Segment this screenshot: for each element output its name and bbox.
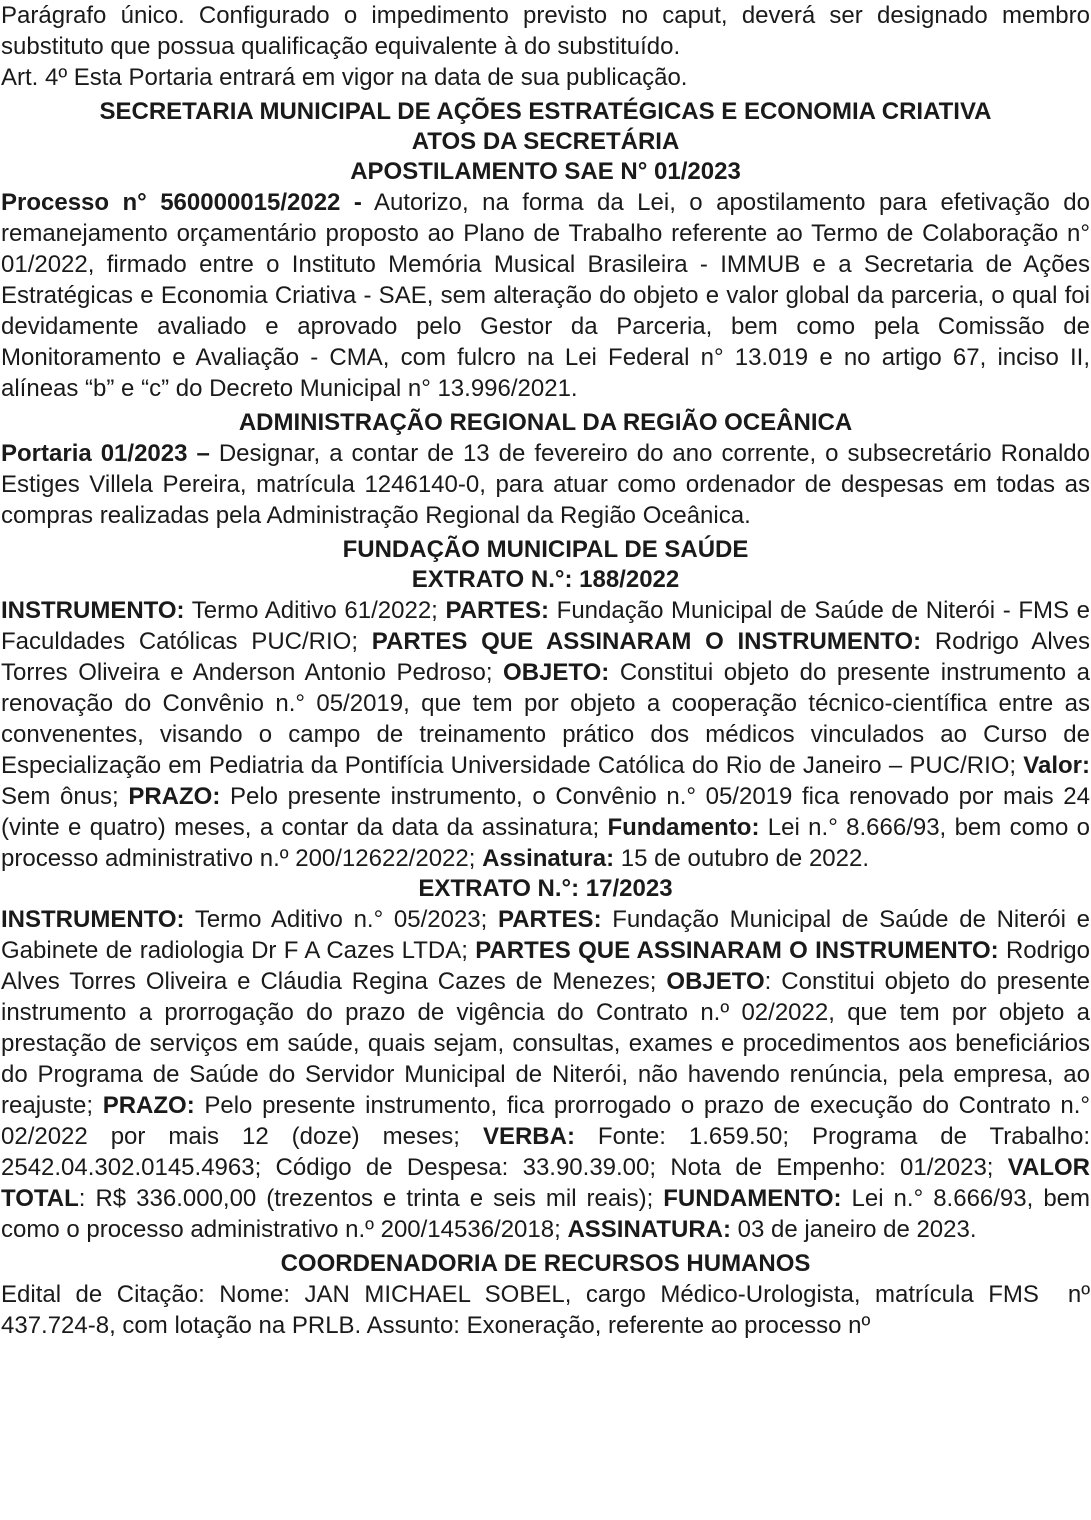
extrato-17-heading: EXTRATO N.°: 17/2023 <box>418 875 673 902</box>
section-sae <box>1 97 1090 404</box>
objeto-label: OBJETO: <box>503 659 610 686</box>
art-4: Art. 4º Esta Portaria entrará em vigor na data de sua publicação. <box>1 64 688 91</box>
sub-heading-atos: ATOS DA SECRETÁRIA <box>411 128 680 155</box>
verba-label: VERBA: <box>482 1123 575 1150</box>
objeto-text: Constitui objeto do presente instrumento a renovação do Convênio n.° 05/2019, que tem por objeto a cooperação técnico-científica entre as convenentes, visando o campo de treinamento prático dos médicos vinculados ao Curso de Especialização em Pediatria da Pontifícia Universidade Católica do Rio de Janeiro – PUC/RIO; <box>1 659 1091 779</box>
instrumento-text: Termo Aditivo n.° 05/2023; <box>184 906 498 933</box>
section-heading-crh: COORDENADORIA DE RECURSOS HUMANOS <box>280 1250 811 1277</box>
section-crh <box>1 1249 1090 1341</box>
verba-text: Fonte: 1.659.50; Programa de Trabalho: 2542.04.302.0145.4963; Código de Despesa: 33.90.39.00; Nota de Empenho: 01/2023; <box>1 1123 1091 1181</box>
partes-label: PARTES: <box>445 597 550 624</box>
prazo-text: Pelo presente instrumento, o Convênio n.° 05/2019 fica renovado por mais 24 (vinte e quatro) meses, a contar da data da assinatura; <box>1 783 1090 841</box>
valor-text: Sem ônus; <box>1 783 129 810</box>
instrumento-label: INSTRUMENTO: <box>1 906 185 933</box>
assinaram-text: Rodrigo Alves Torres Oliveira e Anderson Antonio Pedroso; <box>1 628 1090 686</box>
assinaram-label: PARTES QUE ASSINARAM O INSTRUMENTO: <box>475 937 999 964</box>
assinatura-label: ASSINATURA: <box>567 1216 731 1243</box>
section-arro <box>1 408 1090 531</box>
assinaram-text: Rodrigo Alves Torres Oliveira e Cláudia Regina Cazes de Menezes; <box>1 937 1091 995</box>
processo-label: Processo n° 560000015/2022 - <box>1 189 362 216</box>
assinaram-label: PARTES QUE ASSINARAM O INSTRUMENTO: <box>371 628 922 655</box>
paragrafo-unico: Parágrafo único. Configurado o impedimento previsto no caput, deverá ser designado membro substituto que possua qualificação equivalente à do substituído. <box>1 2 1090 60</box>
extrato-188-heading: EXTRATO N.°: 188/2022 <box>411 566 680 593</box>
valor-label: Valor: <box>1023 752 1090 779</box>
section-fms <box>1 535 1090 1245</box>
instrumento-text: Termo Aditivo 61/2022; <box>184 597 446 624</box>
partes-text: Fundação Municipal de Saúde de Niterói e Gabinete de radiologia Dr F A Cazes LTDA; <box>1 906 1090 964</box>
fundamento-label: FUNDAMENTO: <box>663 1185 842 1212</box>
fundamento-label: Fundamento: <box>607 814 760 841</box>
prazo-label: PRAZO: <box>128 783 221 810</box>
assinatura-label: Assinatura: <box>482 845 615 872</box>
prazo-label: PRAZO: <box>102 1092 195 1119</box>
portaria-paragraph <box>1 438 1090 531</box>
partes-text: Fundação Municipal de Saúde de Niterói - FMS e Faculdades Católicas PUC/RIO; <box>1 597 1090 655</box>
objeto-label: OBJETO <box>666 968 765 995</box>
assinatura-text: 15 de outubro de 2022. <box>614 845 870 872</box>
fundamento-text: Lei n.° 8.666/93, bem como o processo administrativo n.º 200/14536/2018; <box>1 1185 1091 1243</box>
valor-total-text: : R$ 336.000,00 (trezentos e trinta e seis mil reais); <box>78 1185 664 1212</box>
extrato-17-paragraph <box>1 904 1090 1245</box>
sub-heading-apostilamento: APOSTILAMENTO SAE N° 01/2023 <box>350 158 741 185</box>
fundamento-text: Lei n.° 8.666/93, bem como o processo administrativo n.º 200/12622/2022; <box>1 814 1090 872</box>
portaria-label: Portaria 01/2023 – <box>1 440 210 467</box>
section-heading-sae: SECRETARIA MUNICIPAL DE AÇÕES ESTRATÉGICAS E ECONOMIA CRIATIVA <box>99 98 992 125</box>
apostilamento-paragraph <box>1 187 1090 404</box>
section-heading-fms: FUNDAÇÃO MUNICIPAL DE SAÚDE <box>342 536 749 563</box>
prazo-text: Pelo presente instrumento, fica prorrogado o prazo de execução do Contrato n.° 02/2022 por mais 12 (doze) meses; <box>1 1092 1091 1150</box>
partes-label: PARTES: <box>498 906 602 933</box>
processo-text: Autorizo, na forma da Lei, o apostilamento para efetivação do remanejamento orçamentário proposto ao Plano de Trabalho referente ao Termo de Colaboração n° 01/2022, firmado entre o Instituto Memória Musical Brasileira - IMMUB e a Secretaria de Ações Estratégicas e Economia Criativa - SAE, sem alteração do objeto e valor global da parceria, o qual foi devidamente avaliado e aprovado pelo Gestor da Parceria, bem como pela Comissão de Monitoramento e Avaliação - CMA, com fulcro na Lei Federal n° 13.019 e no artigo 67, inciso II, alíneas “b” e “c” do Decreto Municipal n° 13.996/2021. <box>1 189 1090 402</box>
instrumento-label: INSTRUMENTO: <box>1 597 185 624</box>
objeto-text: : Constitui objeto do presente instrumento a prorrogação do prazo de vigência do Contrato n.º 02/2022, que tem por objeto a prestação de serviços em saúde, quais sejam, consultas, exames e procedimentos aos beneficiários do Programa de Saúde do Servidor Municipal de Niterói, não havendo renúncia, pela empresa, ao reajuste; <box>1 968 1091 1119</box>
assinatura-text: 03 de janeiro de 2023. <box>730 1216 977 1243</box>
valor-total-label: VALOR TOTAL <box>1 1154 1090 1212</box>
section-heading-arro: ADMINISTRAÇÃO REGIONAL DA REGIÃO OCEÂNICA <box>238 409 853 436</box>
portaria-text: Designar, a contar de 13 de fevereiro do ano corrente, o subsecretário Ronaldo Estiges Villela Pereira, matrícula 1246140-0, para atuar como ordenador de despesas em todas as compras realizadas pela Administração Regional da Região Oceânica. <box>1 440 1091 529</box>
extrato-188-paragraph <box>1 595 1090 874</box>
edital-citacao-paragraph: Edital de Citação: Nome: JAN MICHAEL SOBEL, cargo Médico-Urologista, matrícula FMS nº 437.724-8, com lotação na PRLB. Assunto: Exoneração, referente ao processo nº <box>1 1281 1090 1339</box>
